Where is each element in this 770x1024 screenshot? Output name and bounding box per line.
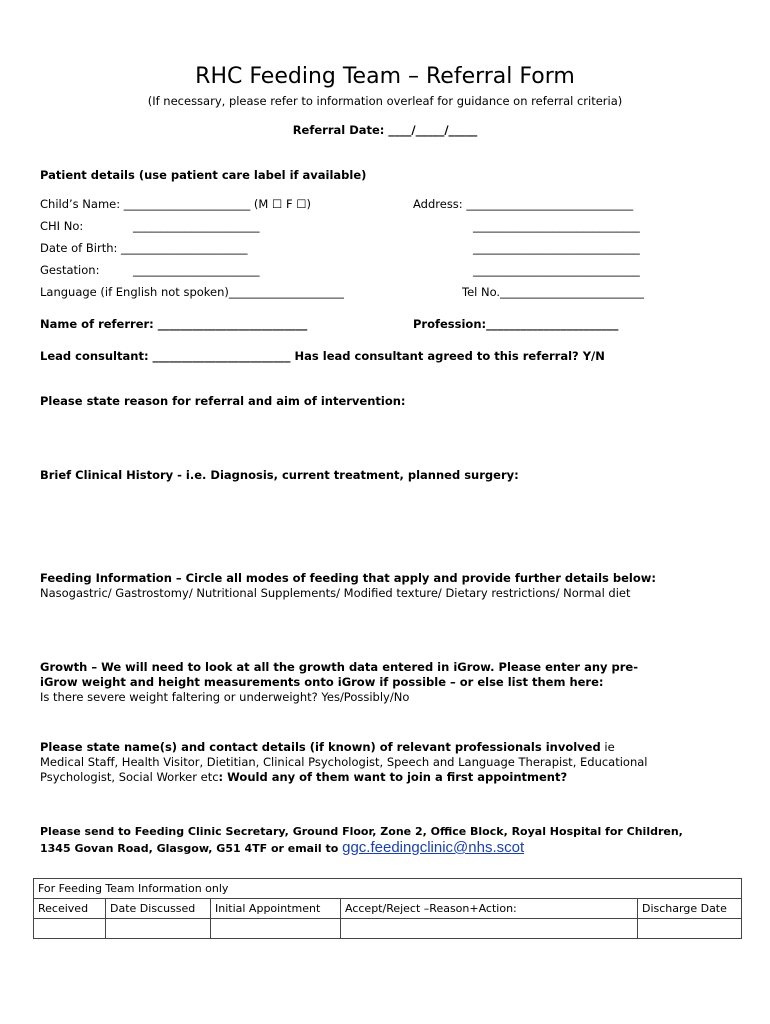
cell-accept-reject[interactable] bbox=[341, 919, 638, 939]
cell-received[interactable] bbox=[34, 919, 106, 939]
send-instructions-line2 bbox=[40, 839, 524, 856]
cell-discharge-date[interactable] bbox=[638, 919, 742, 939]
col-initial-appointment: Initial Appointment bbox=[211, 899, 341, 919]
gestation-label: Gestation: bbox=[40, 263, 100, 277]
feeding-info-heading: Feeding Information – Circle all modes of feeding that apply and provide further details below: bbox=[40, 571, 656, 585]
childs-name-field[interactable]: Child’s Name: ______________________ (M ☐ F ☐) bbox=[40, 197, 312, 211]
clinical-history-heading: Brief Clinical History - i.e. Diagnosis, current treatment, planned surgery: bbox=[40, 468, 519, 482]
chi-label: CHI No: bbox=[40, 219, 84, 233]
professionals-bold: Please state name(s) and contact details (if known) of relevant professionals involved bbox=[40, 740, 601, 754]
language-field[interactable]: Language (if English not spoken)____________________ bbox=[40, 285, 344, 299]
office-use-table bbox=[33, 878, 742, 939]
col-discharge-date: Discharge Date bbox=[638, 899, 742, 919]
col-date-discussed: Date Discussed bbox=[106, 899, 211, 919]
feeding-options[interactable]: Nasogastric/ Gastrostomy/ Nutritional Supplements/ Modified texture/ Dietary restrictions/ Normal diet bbox=[40, 586, 631, 600]
growth-heading-line2: iGrow weight and height measurements onto iGrow if possible – or else list them here: bbox=[40, 675, 604, 689]
lead-consultant-field[interactable]: Lead consultant: ________________________ Has lead consultant agreed to this referral? Y/N bbox=[40, 349, 605, 363]
form-subtitle: (If necessary, please refer to information overleaf for guidance on referral criteria) bbox=[147, 94, 623, 108]
send-instructions-line1: Please send to Feeding Clinic Secretary, Ground Floor, Zone 2, Office Block, Royal Hospital for Children, bbox=[40, 825, 683, 838]
address-line-4[interactable]: _____________________________ bbox=[473, 263, 640, 277]
dob-field[interactable]: Date of Birth: ______________________ bbox=[40, 241, 248, 255]
professionals-question: : Would any of them want to join a first appointment? bbox=[218, 770, 568, 784]
referral-date-field[interactable]: Referral Date: ____/_____/_____ bbox=[292, 123, 478, 137]
reason-heading: Please state reason for referral and aim of intervention: bbox=[40, 394, 406, 408]
professionals-line3 bbox=[40, 770, 567, 784]
address-line-2[interactable]: _____________________________ bbox=[473, 219, 640, 233]
profession-field[interactable]: Profession:_______________________ bbox=[413, 317, 619, 331]
professionals-list-end: Psychologist, Social Worker etc bbox=[40, 770, 219, 784]
referrer-name-field[interactable]: Name of referrer: __________________________ bbox=[40, 317, 308, 331]
col-received: Received bbox=[34, 899, 106, 919]
chi-field[interactable]: ______________________ bbox=[133, 219, 260, 233]
growth-question[interactable]: Is there severe weight faltering or underweight? Yes/Possibly/No bbox=[40, 690, 410, 704]
address-field[interactable]: Address: _____________________________ bbox=[413, 197, 634, 211]
form-title: RHC Feeding Team – Referral Form bbox=[195, 64, 575, 89]
address-line-3[interactable]: _____________________________ bbox=[473, 241, 640, 255]
gestation-field[interactable]: ______________________ bbox=[133, 263, 260, 277]
cell-date-discussed[interactable] bbox=[106, 919, 211, 939]
office-use-heading: For Feeding Team Information only bbox=[34, 879, 742, 899]
tel-field[interactable]: Tel No._________________________ bbox=[462, 285, 644, 299]
growth-heading-line1: Growth – We will need to look at all the growth data entered in iGrow. Please enter any pre- bbox=[40, 660, 638, 674]
professionals-heading bbox=[40, 740, 615, 754]
email-link[interactable]: ggc.feedingclinic@nhs.scot bbox=[342, 839, 525, 856]
send-address: 1345 Govan Road, Glasgow, G51 4TF or email to bbox=[40, 842, 343, 855]
patient-details-heading: Patient details (use patient care label if available) bbox=[40, 168, 367, 182]
col-accept-reject: Accept/Reject –Reason+Action: bbox=[341, 899, 638, 919]
cell-initial-appointment[interactable] bbox=[211, 919, 341, 939]
professionals-ie: ie bbox=[600, 740, 615, 754]
professionals-line2: Medical Staff, Health Visitor, Dietitian, Clinical Psychologist, Speech and Language Therapist, Educational bbox=[40, 755, 648, 769]
